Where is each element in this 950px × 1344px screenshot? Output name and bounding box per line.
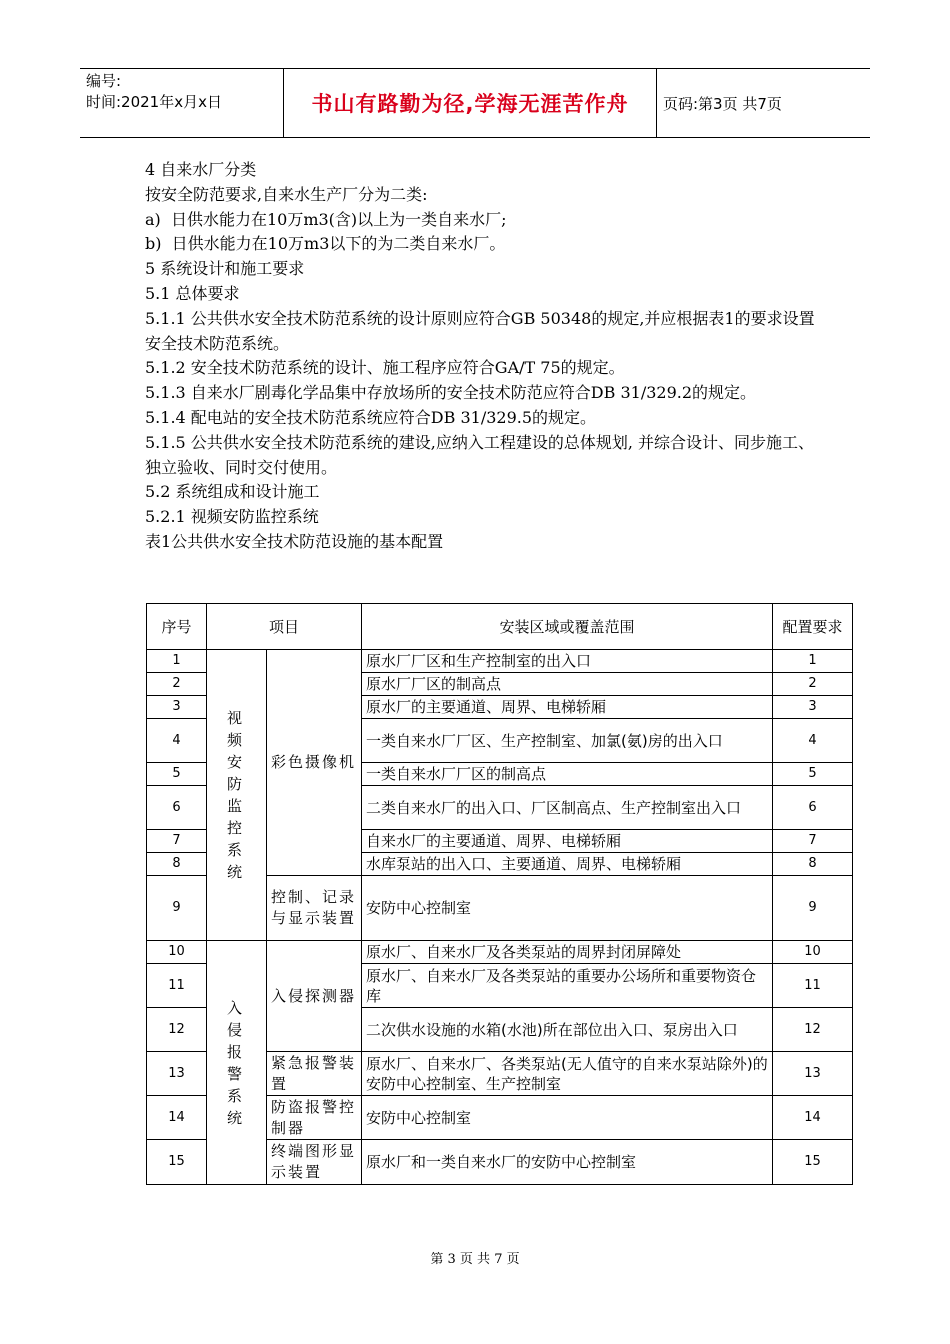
table-row — [147, 650, 853, 673]
cell-seq: 4 — [147, 719, 207, 763]
paragraph: b) 日供水能力在10万m3以下的为二类自来水厂。 — [145, 234, 506, 254]
cell-seq: 15 — [147, 1140, 207, 1185]
paragraph: 5.1.1 公共供水安全技术防范系统的设计原则应符合GB 50348的规定,并应根据表1的要求设置安全技术防范系统。 — [145, 308, 815, 353]
item-cell-control: 控制、记录与显示装置 — [267, 876, 362, 941]
paragraph: 5.1.4 配电站的安全技术防范系统应符合DB 31/329.5的规定。 — [145, 407, 597, 427]
cell-seq: 2 — [147, 673, 207, 696]
item-cell-emergency: 紧急报警装置 — [267, 1052, 362, 1096]
cell-seq: 8 — [147, 853, 207, 876]
paragraph: 5.2 系统组成和设计施工 — [145, 482, 320, 502]
cell-req: 3 — [773, 696, 853, 719]
item-cell-camera: 彩色摄像机 — [267, 650, 362, 876]
cell-req: 4 — [773, 719, 853, 763]
cell-seq: 14 — [147, 1096, 207, 1140]
paragraph: 5.1.2 安全技术防范系统的设计、施工程序应符合GA/T 75的规定。 — [145, 358, 625, 378]
paragraph: 5.1 总体要求 — [145, 283, 240, 303]
system-cell-video: 视频安防监控系统 — [207, 650, 267, 941]
cell-seq: 12 — [147, 1008, 207, 1052]
cell-seq: 9 — [147, 876, 207, 941]
cell-req: 1 — [773, 650, 853, 673]
cell-area: 原水厂厂区的制高点 — [362, 673, 773, 696]
item-cell-detector: 入侵探测器 — [267, 941, 362, 1052]
cell-area: 二类自来水厂的出入口、厂区制高点、生产控制室出入口 — [362, 786, 773, 830]
cell-req: 14 — [773, 1096, 853, 1140]
item-cell-alarm-controller: 防盗报警控制器 — [267, 1096, 362, 1140]
config-table — [146, 603, 853, 1185]
cell-area: 原水厂、自来水厂及各类泵站的周界封闭屏障处 — [362, 941, 773, 964]
paragraph: 5.2.1 视频安防监控系统 — [145, 507, 319, 527]
cell-req: 13 — [773, 1052, 853, 1096]
cell-area: 安防中心控制室 — [362, 876, 773, 941]
cell-seq: 6 — [147, 786, 207, 830]
header-meta — [80, 69, 284, 137]
paragraph: 5.1.3 自来水厂剧毒化学品集中存放场所的安全技术防范应符合DB 31/329.2的规定。 — [145, 383, 757, 403]
cell-seq: 1 — [147, 650, 207, 673]
table-row — [147, 941, 853, 964]
page-footer: 第 3 页 共 7 页 — [430, 1252, 520, 1267]
cell-req: 5 — [773, 763, 853, 786]
cell-area: 原水厂和一类自来水厂的安防中心控制室 — [362, 1140, 773, 1185]
cell-area: 自来水厂的主要通道、周界、电梯轿厢 — [362, 830, 773, 853]
header-area: 安装区域或覆盖范围 — [362, 604, 773, 650]
item-cell-terminal-display: 终端图形显示装置 — [267, 1140, 362, 1185]
paragraph: 5.1.5 公共供水安全技术防范系统的建设,应纳入工程建设的总体规划, 并综合设计、同步施工、独立验收、同时交付使用。 — [145, 432, 815, 477]
cell-req: 2 — [773, 673, 853, 696]
header-motto: 书山有路勤为径,学海无涯苦作舟 — [284, 69, 657, 137]
cell-area: 安防中心控制室 — [362, 1096, 773, 1140]
cell-req: 7 — [773, 830, 853, 853]
cell-seq: 5 — [147, 763, 207, 786]
cell-req: 6 — [773, 786, 853, 830]
header-page-label: 页码:第3页 共7页 — [663, 94, 782, 113]
cell-req: 11 — [773, 964, 853, 1008]
table-caption: 表1公共供水安全技术防范设施的基本配置 — [145, 531, 444, 551]
document-body — [145, 158, 815, 555]
cell-area: 一类自来水厂厂区的制高点 — [362, 763, 773, 786]
cell-area: 原水厂、自来水厂、各类泵站(无人值守的自来水泵站除外)的安防中心控制室、生产控制室 — [362, 1052, 773, 1096]
cell-area: 原水厂厂区和生产控制室的出入口 — [362, 650, 773, 673]
header-item: 项目 — [207, 604, 362, 650]
table-header-row — [147, 604, 853, 650]
cell-area: 原水厂、自来水厂及各类泵站的重要办公场所和重要物资仓库 — [362, 964, 773, 1008]
cell-seq: 10 — [147, 941, 207, 964]
cell-req: 15 — [773, 1140, 853, 1185]
header-seq: 序号 — [147, 604, 207, 650]
cell-req: 9 — [773, 876, 853, 941]
paragraph: 按安全防范要求,自来水生产厂分为二类: — [145, 184, 428, 204]
system-cell-intrusion: 入侵报警系统 — [207, 941, 267, 1185]
paragraph: a) 日供水能力在10万m3(含)以上为一类自来水厂; — [145, 209, 507, 229]
cell-area: 水库泵站的出入口、主要通道、周界、电梯轿厢 — [362, 853, 773, 876]
cell-seq: 3 — [147, 696, 207, 719]
header-req: 配置要求 — [773, 604, 853, 650]
cell-req: 8 — [773, 853, 853, 876]
cell-seq: 13 — [147, 1052, 207, 1096]
cell-seq: 11 — [147, 964, 207, 1008]
page-header — [80, 68, 870, 138]
cell-area: 二次供水设施的水箱(水池)所在部位出入口、泵房出入口 — [362, 1008, 773, 1052]
paragraph: 4 自来水厂分类 — [145, 160, 257, 179]
cell-area: 原水厂的主要通道、周界、电梯轿厢 — [362, 696, 773, 719]
time-label: 时间:2021年x月x日 — [86, 93, 222, 111]
cell-area: 一类自来水厂厂区、生产控制室、加氯(氨)房的出入口 — [362, 719, 773, 763]
cell-seq: 7 — [147, 830, 207, 853]
cell-req: 10 — [773, 941, 853, 964]
number-label: 编号: — [86, 72, 122, 90]
cell-req: 12 — [773, 1008, 853, 1052]
paragraph: 5 系统设计和施工要求 — [145, 259, 305, 279]
